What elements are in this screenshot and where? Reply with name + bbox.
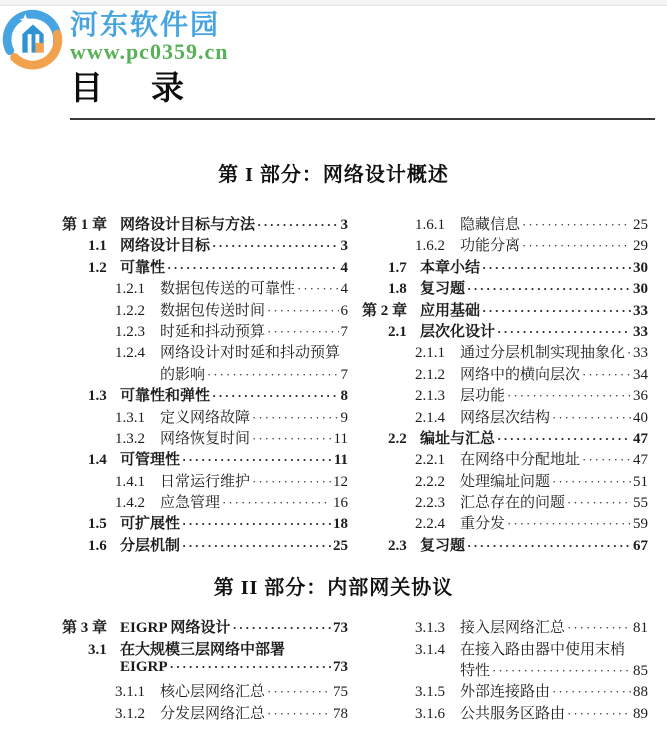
toc-entry	[362, 406, 648, 427]
dots-leader	[297, 281, 338, 298]
entry-page: 9	[340, 409, 348, 426]
entry-title: 汇总存在的问题	[460, 495, 566, 512]
part-heading: 第 II 部分：内部网关协议	[213, 577, 454, 600]
entry-page: 11	[333, 452, 348, 469]
toc-entry	[62, 702, 348, 723]
entry-title: 网络设计对时延和抖动预算	[160, 345, 341, 362]
entry-number: 1.1	[88, 238, 107, 255]
dots-leader	[492, 663, 631, 680]
dots-leader	[267, 303, 338, 320]
entry-number: 2.1.3	[415, 388, 445, 405]
entry-number: 1.2.3	[115, 323, 145, 340]
entry-number: 第 2 章	[362, 302, 408, 319]
entry-title: 网络设计目标与方法	[120, 217, 256, 233]
entry-page: 33	[633, 345, 648, 362]
entry-page: 47	[633, 452, 648, 469]
entry-title: 功能分离	[460, 238, 521, 255]
entry-title: 本章小结	[420, 259, 481, 276]
dots-leader	[212, 238, 338, 255]
entry-title: 应急管理	[160, 495, 221, 512]
dots-leader	[522, 238, 631, 255]
toc-entry	[62, 534, 348, 555]
entry-page: 4	[340, 259, 348, 276]
entry-title: 可靠性和弹性	[120, 388, 211, 405]
entry-page: 78	[333, 705, 348, 722]
dots-leader	[482, 260, 631, 277]
toc-entry	[62, 448, 348, 469]
toc-entry	[62, 659, 348, 680]
entry-page: 34	[633, 366, 648, 383]
entry-page: 7	[340, 323, 348, 340]
entry-page: 8	[340, 388, 348, 405]
dots-leader	[567, 495, 631, 512]
part-heading: 第 I 部分：网络设计概述	[218, 164, 449, 186]
entry-number: 2.1.1	[415, 345, 445, 362]
entry-number: 3.1	[88, 641, 107, 658]
toc-entry	[62, 299, 348, 320]
entry-title: 网络设计目标	[120, 238, 211, 255]
entry-page: 40	[633, 409, 648, 426]
site-logo-icon	[2, 8, 64, 70]
entry-title: 数据包传送时间	[160, 302, 266, 319]
entry-page: 88	[633, 684, 648, 701]
entry-number: 2.2.4	[415, 516, 445, 533]
entry-title: 复习题	[420, 281, 466, 298]
toc-part	[0, 158, 667, 555]
entry-page: 85	[633, 663, 648, 680]
entry-title: 复习题	[420, 537, 466, 554]
toc-entry	[362, 256, 648, 277]
watermark-logo	[2, 8, 228, 70]
entry-title: 处理编址问题	[460, 473, 551, 490]
dots-leader	[212, 388, 338, 405]
dots-leader	[252, 431, 332, 448]
dots-leader	[627, 345, 631, 362]
entry-title: 可靠性	[120, 259, 166, 276]
toc-entry	[62, 512, 348, 533]
entry-title: 层次化设计	[420, 323, 496, 340]
dots-leader	[552, 410, 631, 427]
toc-entry	[362, 299, 648, 320]
dots-leader	[167, 260, 338, 277]
toc-entry	[62, 680, 348, 701]
dots-leader	[170, 659, 331, 676]
toc-entry	[62, 470, 348, 491]
entry-page: 29	[633, 238, 648, 255]
dots-leader	[507, 516, 631, 533]
toc-column-left	[62, 616, 348, 723]
dots-leader	[467, 538, 631, 555]
entry-number: 1.2	[88, 259, 107, 276]
toc-entry	[362, 702, 648, 723]
entry-number: 2.2	[388, 430, 407, 447]
entry-number: 3.1.2	[115, 705, 145, 722]
toc-entry	[362, 213, 648, 234]
toc-entry	[62, 638, 348, 659]
entry-page: 75	[333, 684, 348, 701]
entry-title: 外部连接路由	[460, 684, 551, 701]
entry-page: 4	[340, 281, 348, 298]
entry-page: 7	[340, 366, 348, 383]
toc-entry	[362, 320, 648, 341]
entry-number: 2.1	[388, 323, 407, 340]
dots-leader	[182, 516, 331, 533]
entry-number: 1.3.2	[115, 430, 145, 447]
dots-leader	[522, 217, 631, 234]
entry-number: 1.2.4	[115, 345, 145, 362]
dots-leader	[182, 538, 331, 555]
entry-title: 接入层网络汇总	[460, 620, 566, 637]
entry-page: 55	[633, 495, 648, 512]
entry-title: 分发层网络汇总	[160, 705, 266, 722]
entry-number: 1.4	[88, 452, 107, 469]
entry-number: 2.3	[388, 537, 407, 554]
toc-entry	[62, 213, 348, 234]
toc-column-left	[62, 213, 348, 555]
entry-number: 1.5	[88, 516, 107, 533]
entry-title: 可管理性	[120, 452, 181, 469]
toc-entry	[362, 616, 648, 637]
toc-entry	[62, 256, 348, 277]
dots-leader	[257, 217, 338, 234]
toc-entry	[362, 534, 648, 555]
entry-title: 特性	[460, 663, 491, 680]
entry-page: 11	[333, 430, 348, 447]
entry-title: 在网络中分配地址	[460, 452, 581, 469]
page-title: 目录	[70, 69, 232, 106]
dots-leader	[252, 474, 331, 491]
watermark-text	[70, 8, 228, 64]
dots-leader	[232, 620, 331, 637]
dots-leader	[567, 706, 631, 723]
entry-title: 公共服务区路由	[460, 705, 566, 722]
entry-number: 2.2.1	[415, 452, 445, 469]
toc-entry	[62, 406, 348, 427]
dots-leader	[182, 452, 332, 469]
entry-page: 25	[633, 217, 648, 233]
toc-entry	[362, 363, 648, 384]
entry-page: 59	[633, 516, 648, 533]
entry-title: EIGRP	[120, 659, 168, 676]
entry-page: 25	[333, 537, 348, 554]
toc-entry	[62, 427, 348, 448]
entry-page: 47	[633, 430, 648, 447]
toc-entry	[362, 277, 648, 298]
dots-leader	[582, 452, 631, 469]
dots-leader	[497, 324, 631, 341]
entry-page: 89	[633, 705, 648, 722]
dots-leader	[252, 410, 338, 427]
entry-number: 1.7	[388, 259, 407, 276]
entry-number: 3.1.5	[415, 684, 445, 701]
entry-title: 时延和抖动预算	[160, 323, 266, 340]
entry-number: 2.2.2	[415, 473, 445, 490]
entry-page: 36	[633, 388, 648, 405]
toc-entry	[362, 680, 648, 701]
dots-leader	[467, 281, 631, 298]
toc-entry	[362, 659, 648, 680]
entry-page: 51	[633, 473, 648, 490]
toc-entry	[62, 491, 348, 512]
entry-number: 1.6	[88, 537, 107, 554]
entry-page: 73	[333, 620, 348, 637]
dots-leader	[207, 367, 338, 384]
entry-title: 隐藏信息	[460, 217, 521, 233]
title-divider	[70, 118, 655, 120]
entry-number: 3.1.1	[115, 684, 145, 701]
entry-page: 30	[633, 259, 648, 276]
entry-number: 1.2.2	[115, 302, 145, 319]
parts-container	[0, 158, 667, 723]
toc-entry	[362, 491, 648, 512]
toc-entry	[362, 234, 648, 255]
entry-page: 12	[333, 473, 348, 490]
entry-number: 1.4.2	[115, 495, 145, 512]
toc-part	[0, 571, 667, 723]
entry-page: 30	[633, 281, 648, 298]
toc-entry	[62, 384, 348, 405]
toc-entry	[362, 448, 648, 469]
entry-title: 网络层次结构	[460, 409, 551, 426]
entry-title: 网络中的横向层次	[460, 366, 581, 383]
entry-number: 第 3 章	[62, 620, 108, 637]
entry-title: 的影响	[160, 366, 206, 383]
site-name: 河东软件园	[70, 9, 221, 40]
entry-number: 第 1 章	[62, 217, 108, 233]
entry-page: 81	[633, 620, 648, 637]
dots-leader	[497, 431, 631, 448]
toc-entry	[362, 427, 648, 448]
toc-entry	[362, 512, 648, 533]
entry-page: 3	[340, 217, 348, 233]
entry-number: 3.1.4	[415, 641, 445, 658]
entry-title: 定义网络故障	[160, 409, 251, 426]
dots-leader	[567, 620, 631, 637]
entry-number: 3.1.6	[415, 705, 445, 722]
entry-title: 日常运行维护	[160, 473, 251, 490]
toc-entry	[62, 277, 348, 298]
entry-page: 33	[633, 323, 648, 340]
toc-entry	[62, 320, 348, 341]
entry-number: 1.8	[388, 281, 407, 298]
entry-title: 在大规模三层网络中部署	[120, 641, 286, 658]
entry-title: 层功能	[460, 388, 506, 405]
toc-entry	[62, 363, 348, 384]
toc-entry	[362, 470, 648, 491]
dots-leader	[582, 367, 631, 384]
entry-page: 33	[633, 302, 648, 319]
entry-title: EIGRP 网络设计	[120, 620, 231, 637]
dots-leader	[222, 495, 331, 512]
toc-column-right	[362, 616, 648, 723]
entry-number: 1.3	[88, 388, 107, 405]
entry-number: 1.6.2	[415, 238, 445, 255]
entry-title: 重分发	[460, 516, 506, 533]
entry-number: 1.2.1	[115, 281, 145, 298]
dots-leader	[552, 684, 631, 701]
dots-leader	[507, 388, 631, 405]
dots-leader	[267, 706, 331, 723]
entry-title: 编址与汇总	[420, 430, 496, 447]
entry-title: 分层机制	[120, 537, 181, 554]
toc-columns	[62, 213, 648, 555]
toc-entry	[62, 234, 348, 255]
entry-title: 可扩展性	[120, 516, 181, 533]
toc-column-right	[362, 213, 648, 555]
toc-entry	[62, 616, 348, 637]
toc-entry	[62, 341, 348, 362]
entry-number: 2.1.2	[415, 366, 445, 383]
entry-page: 18	[333, 516, 348, 533]
entry-title: 核心层网络汇总	[160, 684, 266, 701]
toc-columns	[62, 616, 648, 723]
entry-page: 67	[633, 537, 648, 554]
entry-number: 3.1.3	[415, 620, 445, 637]
toc-entry	[362, 638, 648, 659]
entry-number: 1.3.1	[115, 409, 145, 426]
entry-number: 2.1.4	[415, 409, 445, 426]
entry-page: 6	[340, 302, 348, 319]
site-url: www.pc0359.cn	[70, 39, 229, 64]
entry-page: 3	[340, 238, 348, 255]
toc-entry	[362, 384, 648, 405]
entry-title: 网络恢复时间	[160, 430, 251, 447]
dots-leader	[267, 684, 331, 701]
dots-leader	[482, 303, 631, 320]
entry-number: 1.4.1	[115, 473, 145, 490]
dots-leader	[552, 474, 631, 491]
entry-number: 1.6.1	[415, 217, 445, 233]
entry-title: 应用基础	[420, 302, 481, 319]
dots-leader	[267, 324, 338, 341]
entry-title: 在接入路由器中使用末梢	[460, 641, 626, 658]
entry-title: 数据包传送的可靠性	[160, 281, 296, 298]
toc-entry	[362, 341, 648, 362]
entry-title: 通过分层机制实现抽象化	[460, 345, 626, 362]
entry-page: 73	[333, 659, 348, 676]
entry-page: 16	[333, 495, 348, 512]
scan-top-edge	[0, 0, 667, 6]
entry-number: 2.2.3	[415, 495, 445, 512]
